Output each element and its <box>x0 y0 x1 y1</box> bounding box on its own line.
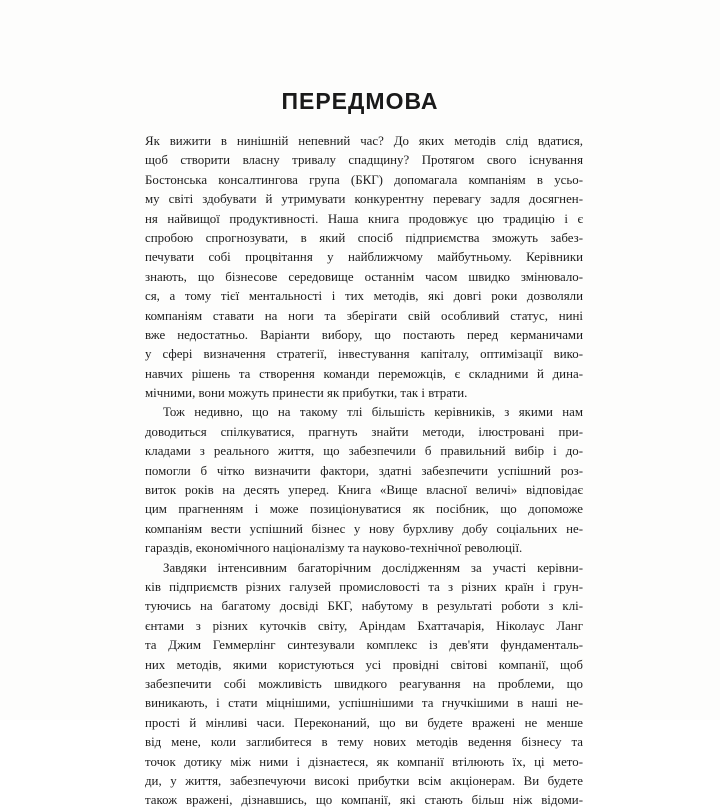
text-line: прості й мінливі часи. Переконаний, що ви будете вражені не менше <box>145 715 583 730</box>
text-line: Як вижити в нинішній непевний час? До яких методів слід вдатися, <box>145 134 583 148</box>
text-line: від мене, коли заглибитеся в тему нових методів ведення бізнесу та <box>145 735 583 750</box>
text-line: навчих рішень та створення команди переможців, є складними й дина- <box>145 366 583 381</box>
paragraph <box>145 132 583 403</box>
text-line: Завдяки інтенсивним багаторічним дослідженням за участі керівни- <box>163 560 583 575</box>
text-line: му світі здобувати й утримувати конкурентну перевагу задля досягнен- <box>145 192 583 207</box>
text-line: помогли б чітко визначити фактори, здатні забезпечити успішний роз- <box>145 463 583 478</box>
text-line: щоб створити власну тривалу спадщину? Протягом свого існування <box>145 153 583 168</box>
text-line: мічними, вони можуть принести як прибутки, так і втрати. <box>145 386 468 401</box>
text-line: знають, що бізнесове середовище останнім часом швидко змінювало- <box>145 269 583 284</box>
text-line: цим прагненням і може позиціонуватися як посібник, що допоможе <box>145 502 583 517</box>
paragraph <box>145 559 583 811</box>
text-line: доводиться спілкуватися, прагнуть знайти методи, ілюстровані при- <box>145 424 583 439</box>
text-line: ня найвищої продуктивності. Наша книга продовжує цю традицію і є <box>145 211 583 226</box>
text-line: ди, у життя, забезпечуючи високі прибутки всім акціонерам. Ви будете <box>145 773 583 788</box>
text-line: Бостонська консалтингова група (БКГ) допомагала компаніям в усьо- <box>145 172 583 187</box>
text-line: печувати собі процвітання у найближчому майбутньому. Керівники <box>145 250 583 265</box>
text-line: туючись на багатому досвіді БКГ, набутому в результаті роботи з клі- <box>145 599 583 614</box>
text-line: Тож недивно, що на такому тлі більшість керівників, з якими нам <box>163 405 583 420</box>
text-line: єнтами з різних куточків світу, Аріндам Бхаттачарія, Ніколаус Ланг <box>145 618 583 633</box>
text-line: точок дотику між ними і дізнаєтеся, як компанії втілюють їх, ці мето- <box>145 754 583 769</box>
text-line: вже недостатньо. Варіанти вибору, що постають перед керманичами <box>145 327 583 342</box>
text-line: виникають, і стати міцнішими, успішнішими та гнучкішими в наші не- <box>145 696 583 711</box>
text-line: спробою спрогнозувати, в який спосіб підприємства зможуть забез- <box>145 230 583 245</box>
body-text <box>145 132 583 811</box>
text-line: компаніям вести успішний бізнес у нову бурхливу добу соціальних не- <box>145 521 583 536</box>
text-line: та Джим Геммерлінг синтезували комплекс із дев'яти фундаменталь- <box>145 638 583 653</box>
text-line: забезпечити собі можливість швидкого реагування на проблеми, що <box>145 676 583 691</box>
page-title: ПЕРЕДМОВА <box>281 88 439 114</box>
text-line: ків підприємств різних галузей промисловості та з різних країн і грун- <box>145 579 583 594</box>
text-line: у сфері визначення стратегії, інвестування капіталу, оптимізації вико- <box>145 347 583 362</box>
text-line: компаніям ставати на ноги та зберігати свій особливий статус, нині <box>145 308 583 323</box>
text-line: виток років на десять уперед. Книга «Вище власної величі» відповідає <box>145 483 583 498</box>
text-line: ся, а тому тієї ментальності і тих методів, які довгі роки дозволяли <box>145 289 583 304</box>
text-line: гараздів, економічного націоналізму та науково-технічної революції. <box>145 541 523 556</box>
text-line: також вражені, дізнавшись, що компанії, які стають більш ніж відоми- <box>145 793 583 808</box>
paragraph <box>145 403 583 558</box>
text-line: кладами з реального життя, що забезпечили б правильний вибір і до- <box>145 444 583 459</box>
text-line: них методів, якими користуються усі провідні світові компанії, щоб <box>145 657 583 672</box>
